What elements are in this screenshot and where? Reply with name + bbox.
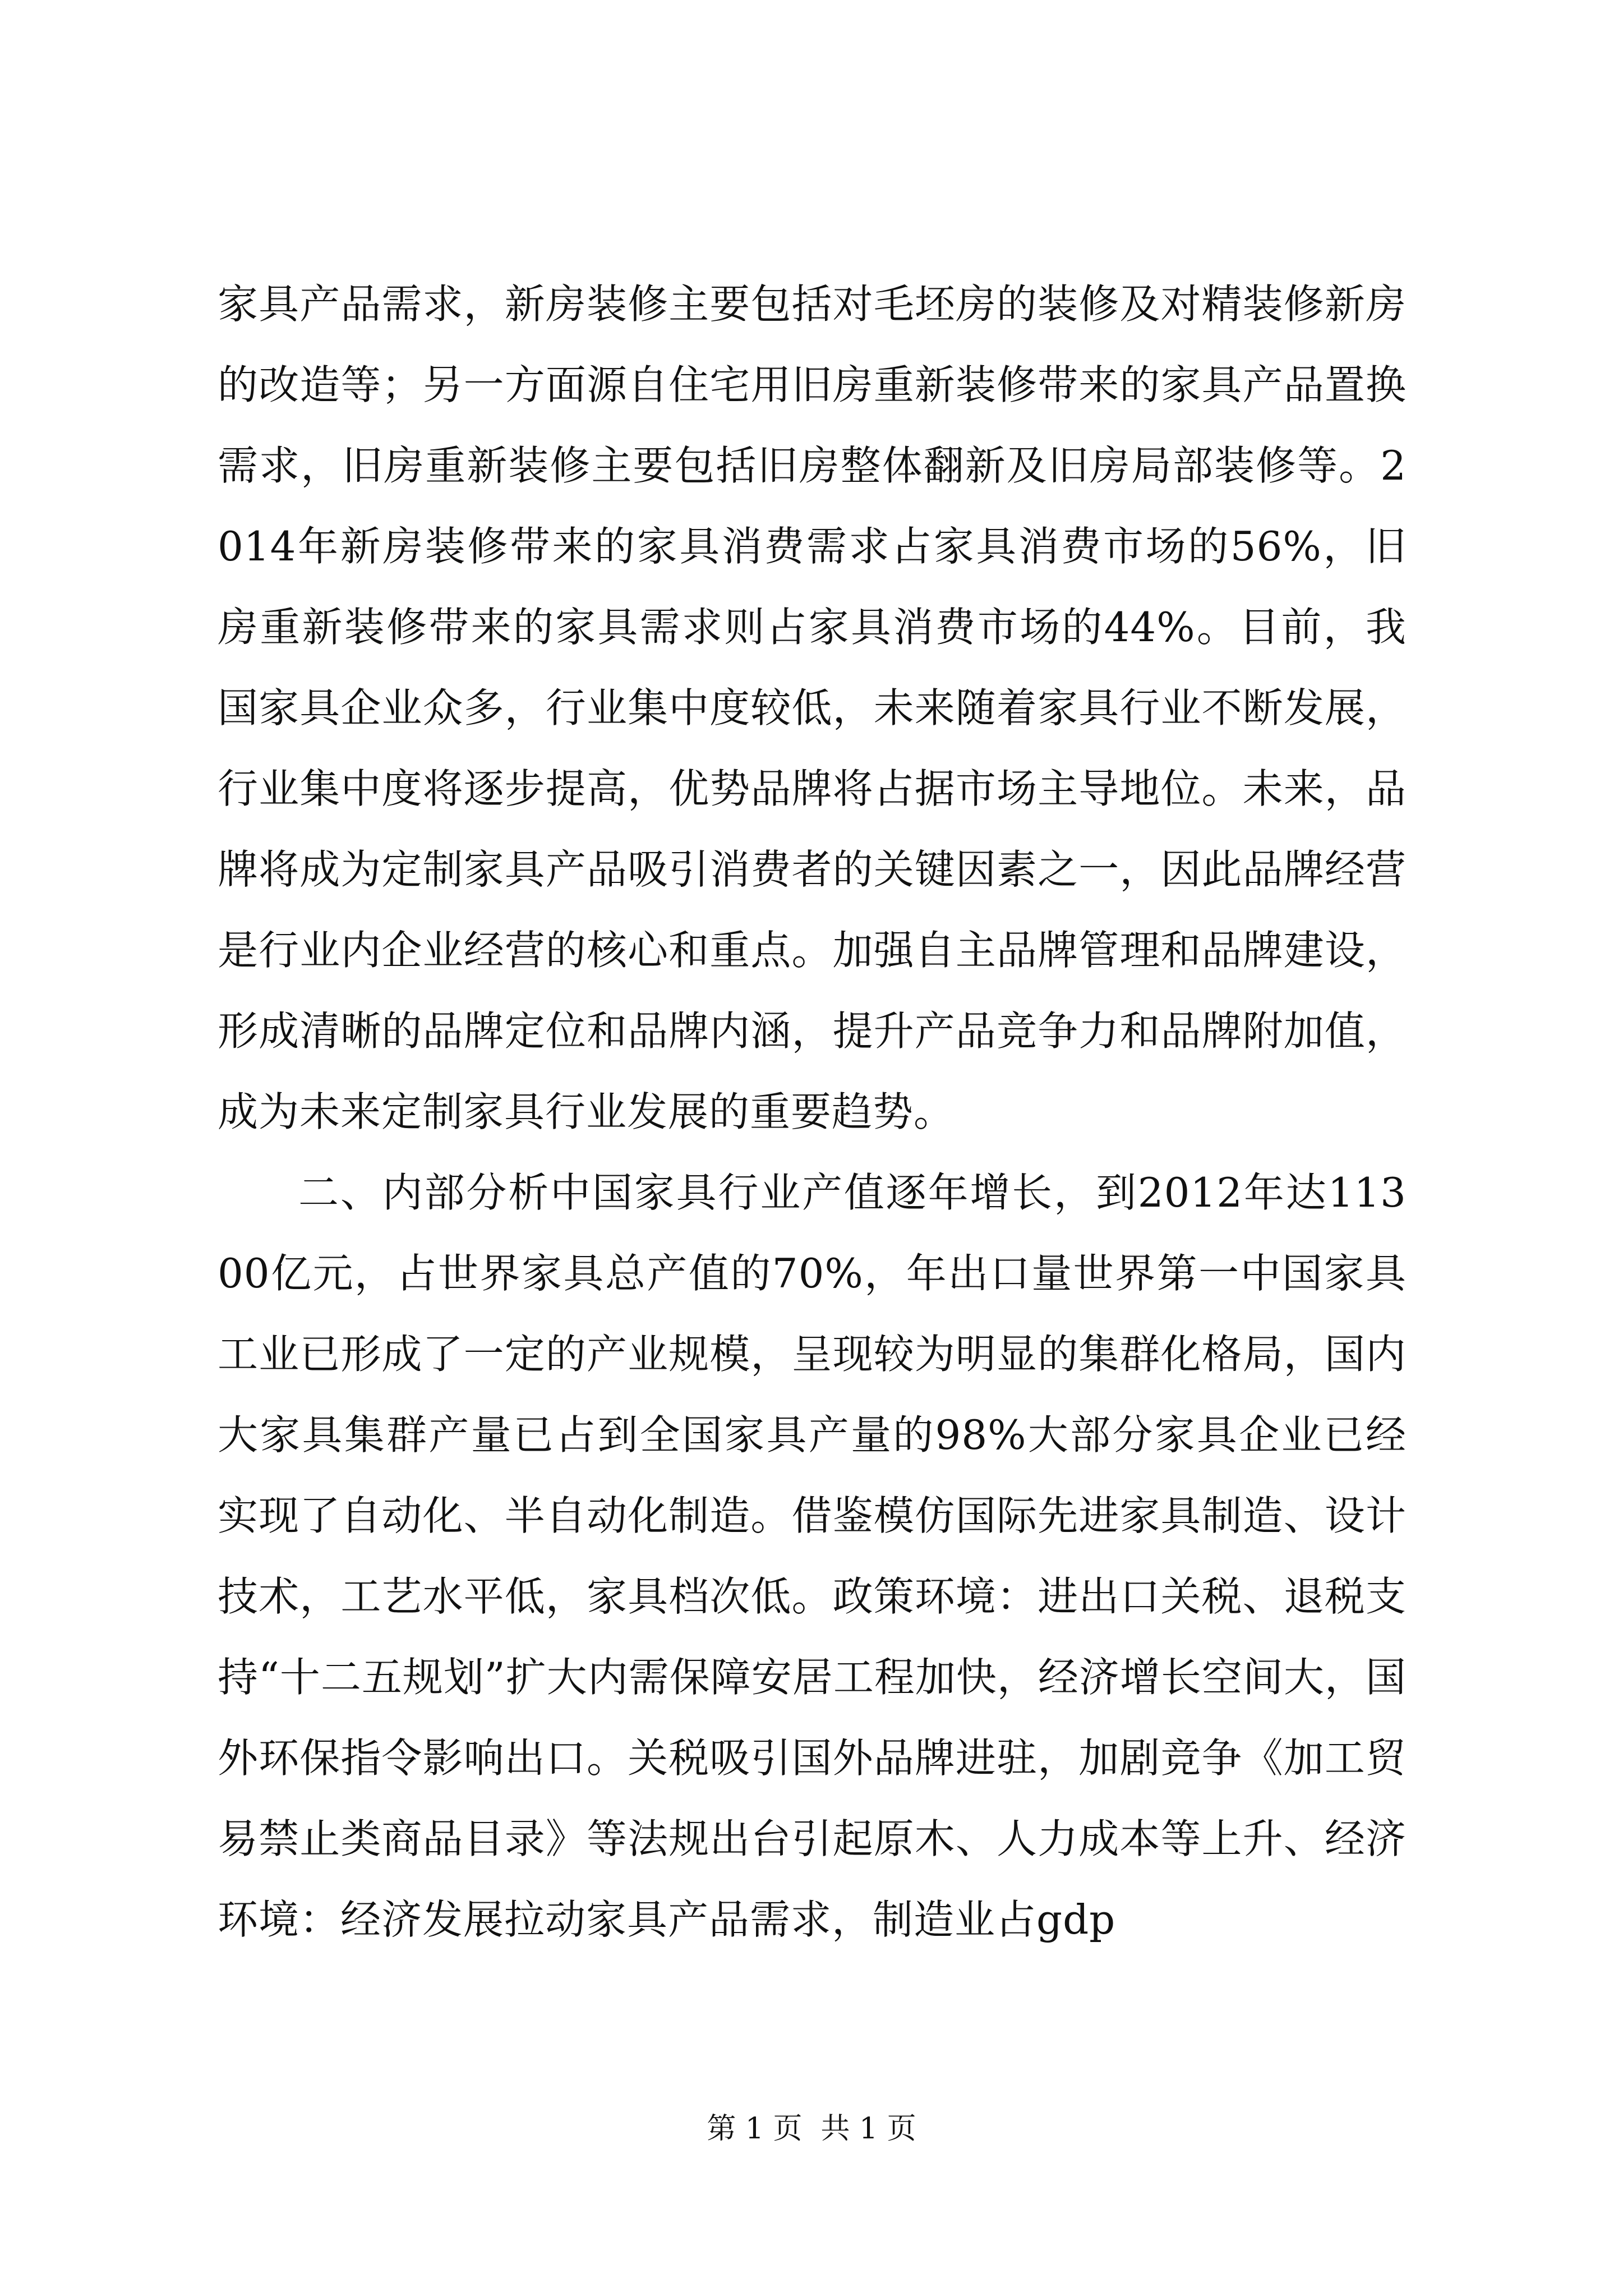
paragraph-2: 二、内部分析中国家具行业产值逐年增长，到2012年达11300亿元，占世界家具总产值的70%，年出口量世界第一中国家具工业已形成了一定的产业规模，呈现较为明显的集群化格局，国内大家具集群产量已占到全国家具产量的98%大部分家具企业已经实现了自动化、半自动化制造。借鉴模仿国际先进家具制造、设计技术，工艺水平低，家具档次低。政策环境：进出口关税、退税支持“十二五规划”扩大内需保障安居工程加快，经济增长空间大，国外环保指令影响出口。关税吸引国外品牌进驻，加剧竞争《加工贸易禁止类商品目录》等法规出台引起原木、人力成本等上升、经济环境：经济发展拉动家具产品需求，制造业占gdp bbox=[218, 1169, 1407, 1943]
paragraph-1: 家具产品需求，新房装修主要包括对毛坯房的装修及对精装修新房的改造等；另一方面源自住宅用旧房重新装修带来的家具产品置换需求，旧房重新装修主要包括旧房整体翻新及旧房局部装修等。2014年新房装修带来的家具消费需求占家具消费市场的56%，旧房重新装修带来的家具需求则占家具消费市场的44%。目前，我国家具企业众多，行业集中度较低，未来随着家具行业不断发展，行业集中度将逐步提高，优势品牌将占据市场主导地位。未来，品牌将成为定制家具产品吸引消费者的关键因素之一，因此品牌经营是行业内企业经营的核心和重点。加强自主品牌管理和品牌建设，形成清晰的品牌定位和品牌内涵，提升产品竞争力和品牌附加值，成为未来定制家具行业发展的重要趋势。 bbox=[218, 280, 1407, 1135]
page-footer bbox=[0, 2109, 1623, 2148]
page-number-label: 第 1 页 共 1 页 bbox=[707, 2112, 916, 2146]
document-body bbox=[218, 264, 1407, 1960]
